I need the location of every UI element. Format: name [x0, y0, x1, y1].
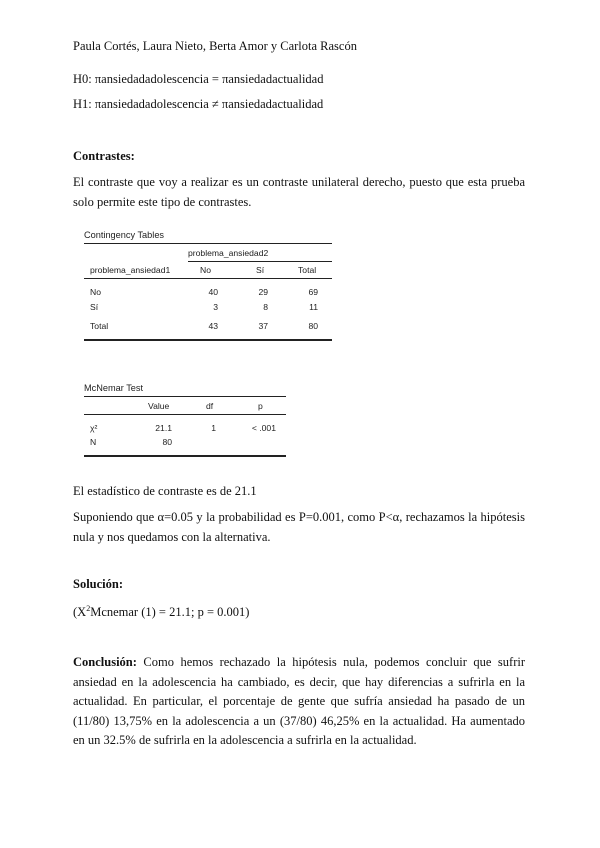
mcnemar-cell: < .001: [251, 423, 276, 433]
mcnemar-cell: 1: [211, 423, 216, 433]
mcnemar-row-label: N: [90, 437, 97, 447]
contingency-col-header: No: [200, 265, 211, 275]
contrastes-heading: Contrastes:: [73, 149, 135, 163]
mcnemar-col-header: Value: [148, 401, 170, 411]
conclusion-text: Como hemos rechazado la hipótesis nula, podemos concluir que sufrir ansiedad en la adolescencia ha cambiado, es decir, que hay diferencias a sufrirla en la actualidad. En particular, el porcentaje de gente que sufría ansiedad ha pasado de un (11/80) 13,75% en la adolescencia a un (37/80) 46,25% en la actualidad. Ha aumentado en un 32.5% de sufrirla en la adolescencia a sufrirla en la actualidad.: [73, 655, 525, 747]
authors-line: Paula Cortés, Laura Nieto, Berta Amor y Carlota Rascón: [73, 39, 357, 53]
table-rule: [84, 396, 286, 397]
statistic-text: El estadístico de contraste es de 21.1: [73, 484, 257, 498]
mcnemar-row-label: χ²: [90, 423, 98, 433]
mcnemar-col-header: p: [258, 401, 263, 411]
table-rule: [84, 278, 332, 279]
contingency-cell: 8: [263, 302, 268, 312]
contingency-row-label: No: [90, 287, 101, 297]
contingency-cell: 3: [213, 302, 218, 312]
hypothesis-h1: H1: πansiedadadolescencia ≠ πansiedadactualidad: [73, 97, 324, 111]
table-rule: [84, 243, 332, 244]
contingency-cell: 80: [308, 321, 318, 331]
contingency-cell: 40: [208, 287, 218, 297]
table-rule: [84, 455, 286, 457]
contingency-cell: 11: [309, 302, 318, 312]
contingency-col-group: problema_ansiedad2: [188, 248, 269, 258]
table-rule: [188, 261, 332, 262]
solucion-heading: Solución:: [73, 577, 124, 591]
contingency-col-header: Sí: [256, 265, 265, 275]
contingency-col-header: Total: [298, 265, 317, 275]
contingency-cell: 37: [258, 321, 268, 331]
solucion-pre: (X: [73, 605, 87, 620]
contingency-cell: 43: [208, 321, 218, 331]
mcnemar-cell: 21.1: [155, 423, 172, 433]
hypothesis-h0: H0: πansiedadadolescencia = πansiedadactualidad: [73, 72, 324, 86]
decision-text: Suponiendo que α=0.05 y la probabilidad es P=0.001, como P<α, rechazamos la hipótesis nula y nos quedamos con la alternativa.: [73, 510, 525, 544]
table-rule: [84, 414, 286, 415]
contingency-cell: 69: [308, 287, 318, 297]
conclusion-paragraph: [73, 653, 525, 751]
solucion-post: Mcnemar (1) = 21.1; p = 0.001): [90, 605, 250, 620]
table-rule: [84, 339, 332, 341]
contrastes-text: El contraste que voy a realizar es un contraste unilateral derecho, puesto que esta prueba solo permite este tipo de contrastes.: [73, 175, 525, 209]
mcnemar-cell: 80: [162, 437, 172, 447]
solucion-superscript: 2: [86, 604, 91, 613]
conclusion-heading: Conclusión:: [73, 655, 137, 669]
contingency-row-label: Total: [90, 321, 109, 331]
mcnemar-title: McNemar Test: [84, 383, 144, 393]
mcnemar-table: [84, 381, 289, 461]
contingency-cell: 29: [258, 287, 268, 297]
contingency-row-header: problema_ansiedad1: [90, 265, 171, 275]
mcnemar-col-header: df: [206, 401, 214, 411]
solucion-formula: [73, 600, 249, 621]
contingency-table: [84, 228, 334, 346]
contingency-title: Contingency Tables: [84, 230, 165, 240]
contingency-row-label: Sí: [90, 302, 99, 312]
